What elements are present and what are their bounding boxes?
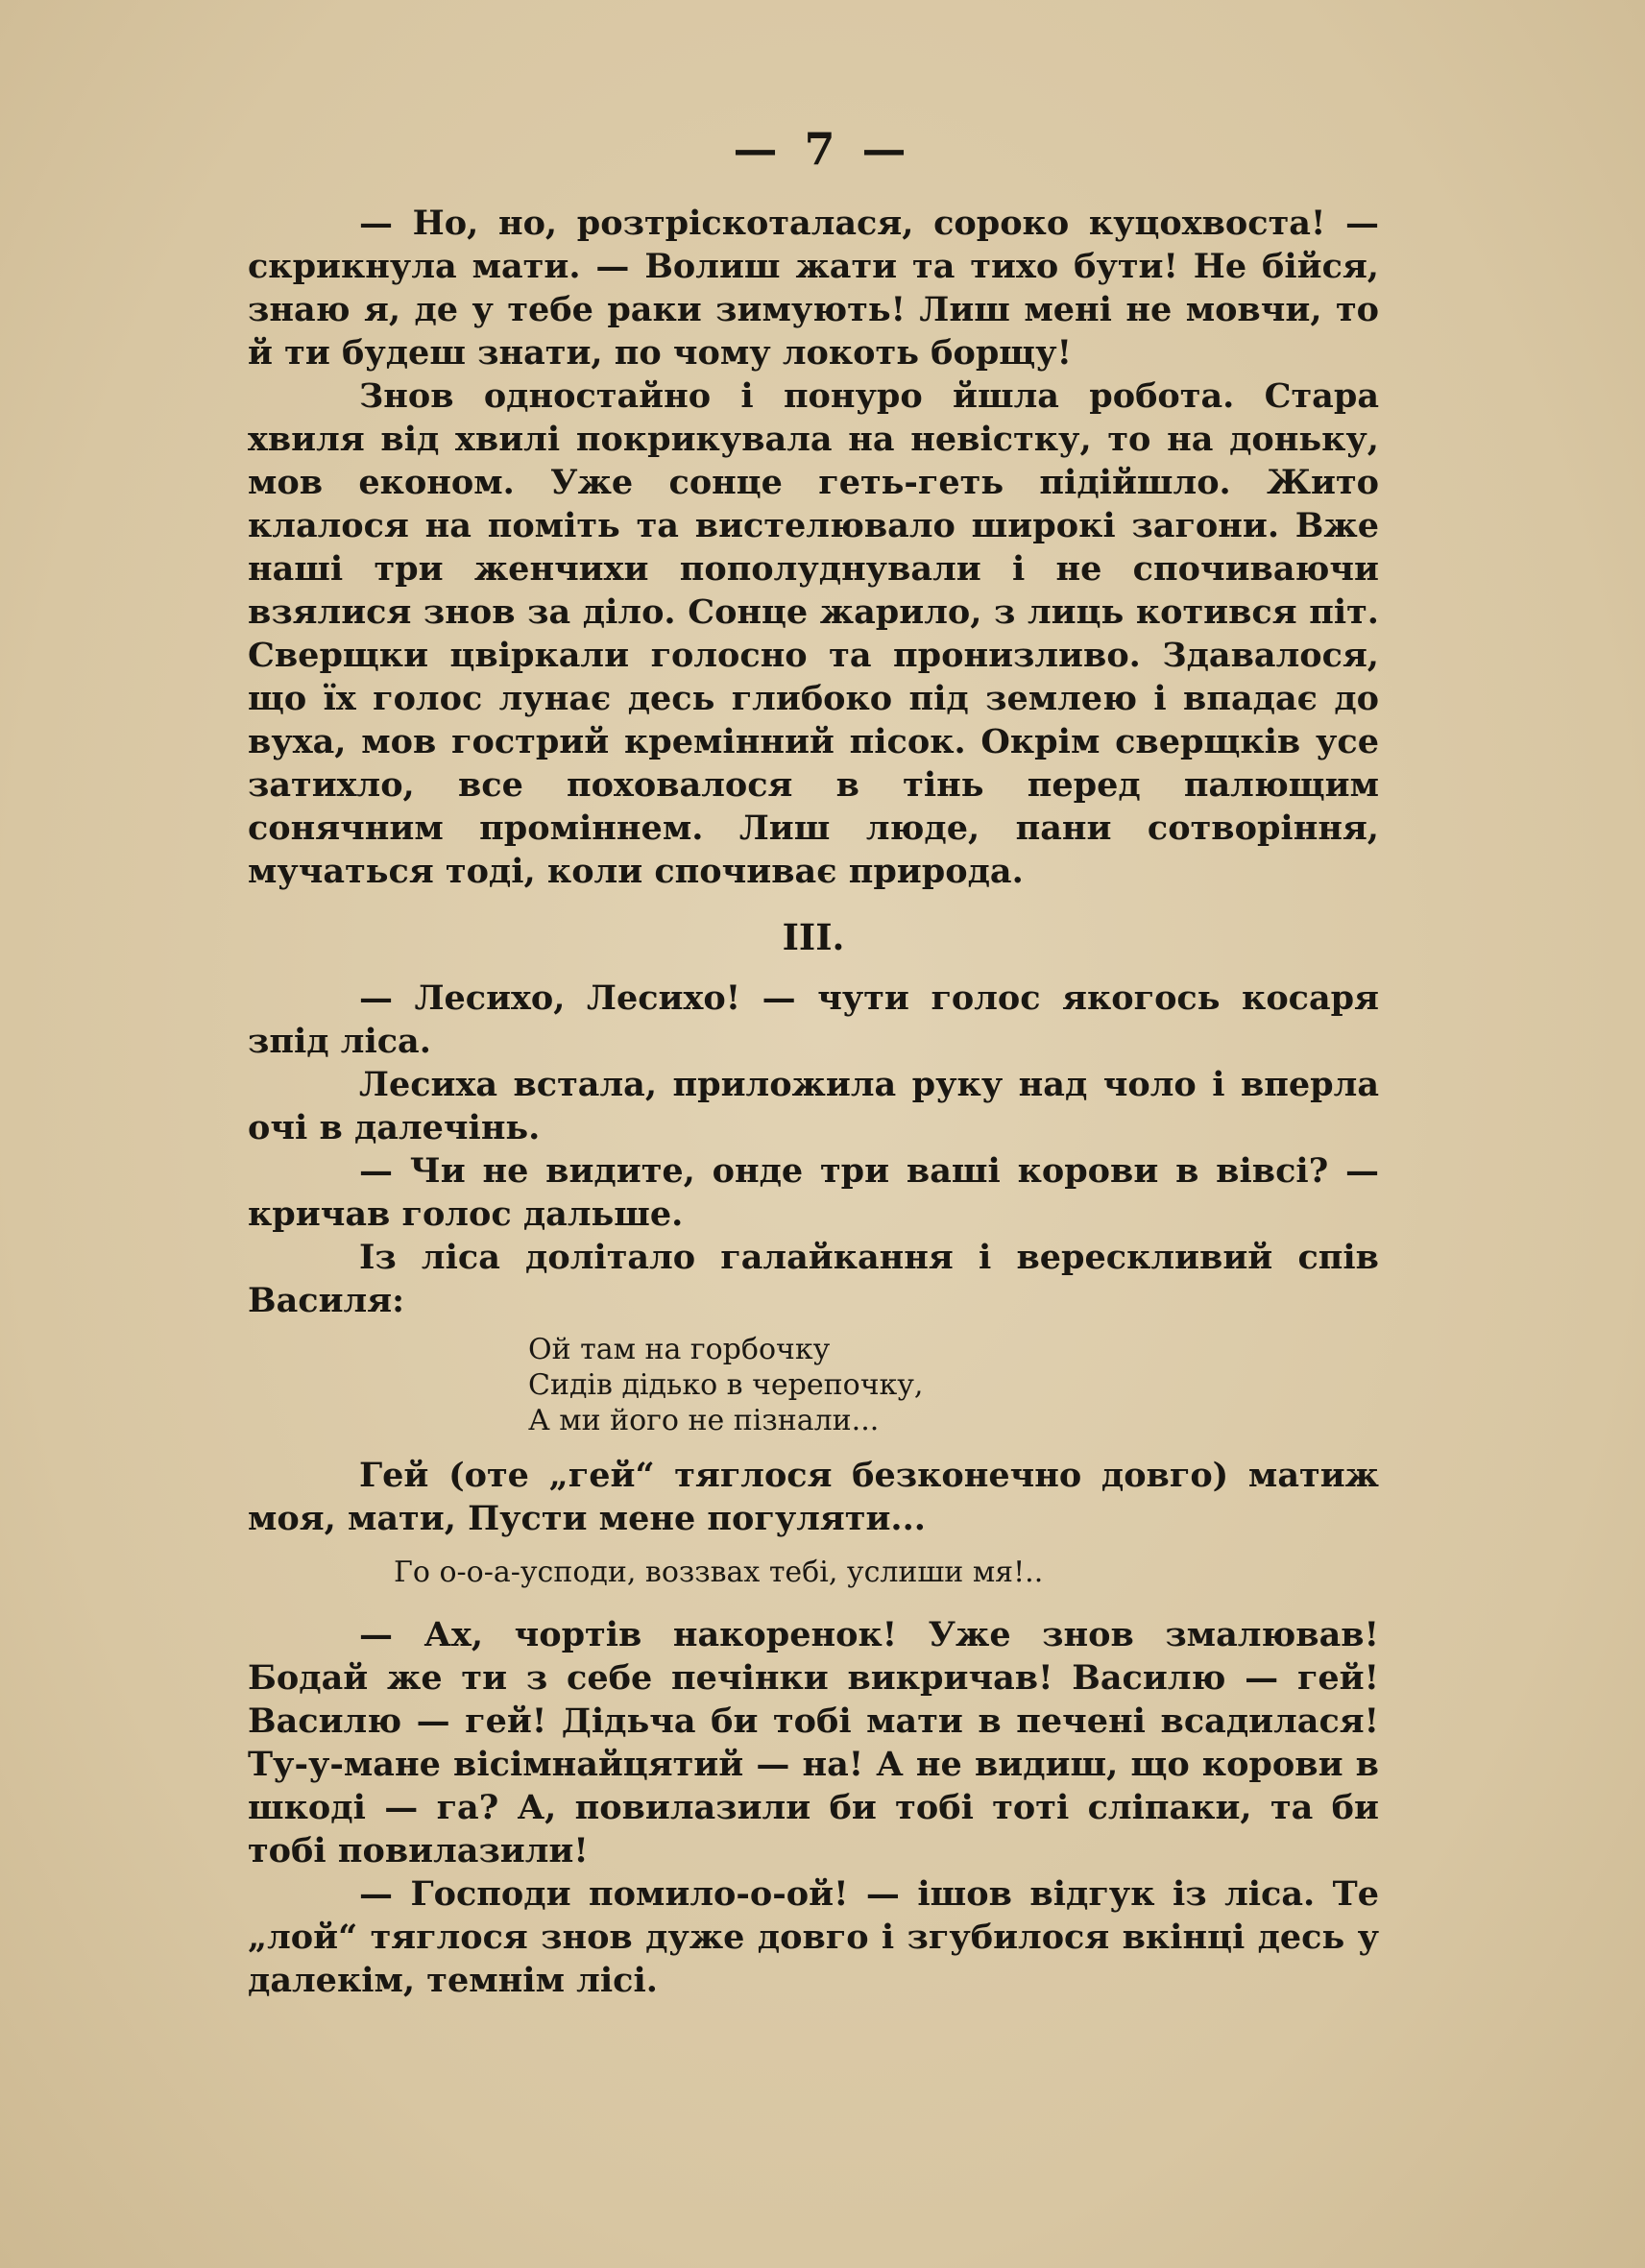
paragraph: Лесиха встала, приложила руку над чоло і вперла очі в далечінь.: [248, 1065, 1379, 1147]
paragraph: — Господи помило-о-ой! — ішов відгук із ліса. Те „лой“ тяглося знов дуже довго і згубилося вкінці десь у далекім, темнім лісі.: [248, 1874, 1379, 2000]
verse-line: А ми його не пізнали...: [528, 1404, 880, 1437]
paragraph: — Но, но, розтріскоталася, сороко куцохвоста! — скрикнула мати. — Волиш жати та тихо бути! Не бійся, знаю я, де у тебе раки зимують! Лиш мені не мовчи, то й ти будеш знати, по чому локоть борщу!: [248, 204, 1379, 373]
section-heading: III.: [782, 916, 845, 958]
page-number: — 7 —: [733, 123, 912, 175]
chant-line: Го о-о-а-усподи, воззвах тебі, услиши мя!..: [394, 1556, 1044, 1589]
paragraph: Гей (оте „гей“ тяглося безконечно довго) матиж моя, мати, Пусти мене погуляти...: [248, 1456, 1379, 1538]
paragraph: Знов одностайно і понуро йшла робота. Стара хвиля від хвилі покрикувала на невістку, то на доньку, мов економ. Уже сонце геть-геть підійшло. Жито клалося на поміть та вистелювало широкі загони. Вже наші три женчихи пополуднували і не спочиваючи взялися знов за діло. Сонце жарило, з лиць котився піт. Сверщки цвіркали голосно та пронизливо. Здавалося, що їх голос лунає десь глибоко під землею і впадає до вуха, мов гострий кремінний пісок. Окрім сверщків усе затихло, все поховалося в тінь перед палющим сонячним проміннем. Лиш люде, пани сотворіння, мучаться тоді, коли спочиває природа.: [248, 376, 1379, 891]
paragraph: — Чи не видите, онде три ваші корови в вівсі? — кричав голос дальше.: [248, 1151, 1379, 1234]
body-text: [248, 202, 1379, 2002]
verse-line: Сидів дідько в черепочку,: [528, 1368, 924, 1402]
paragraph: Із ліса долітало галайкання і верескливий спів Василя:: [248, 1238, 1379, 1320]
paragraph: — Лесихо, Лесихо! — чути голос якогось косаря зпід ліса.: [248, 978, 1379, 1061]
paragraph: — Ах, чортів накоренок! Уже знов змалював! Бодай же ти з себе печінки викричав! Василю — гей! Василю — гей! Дідьча би тобі мати в печені всадилася! Ту-у-мане вісімнайцятий — на! А не видиш, що корови в шкоді — га? А, повилазили би тобі тоті сліпаки, та би тобі повилазили!: [248, 1615, 1379, 1870]
verse-line: Ой там на горбочку: [528, 1333, 831, 1366]
verse-block: [528, 1332, 1379, 1438]
